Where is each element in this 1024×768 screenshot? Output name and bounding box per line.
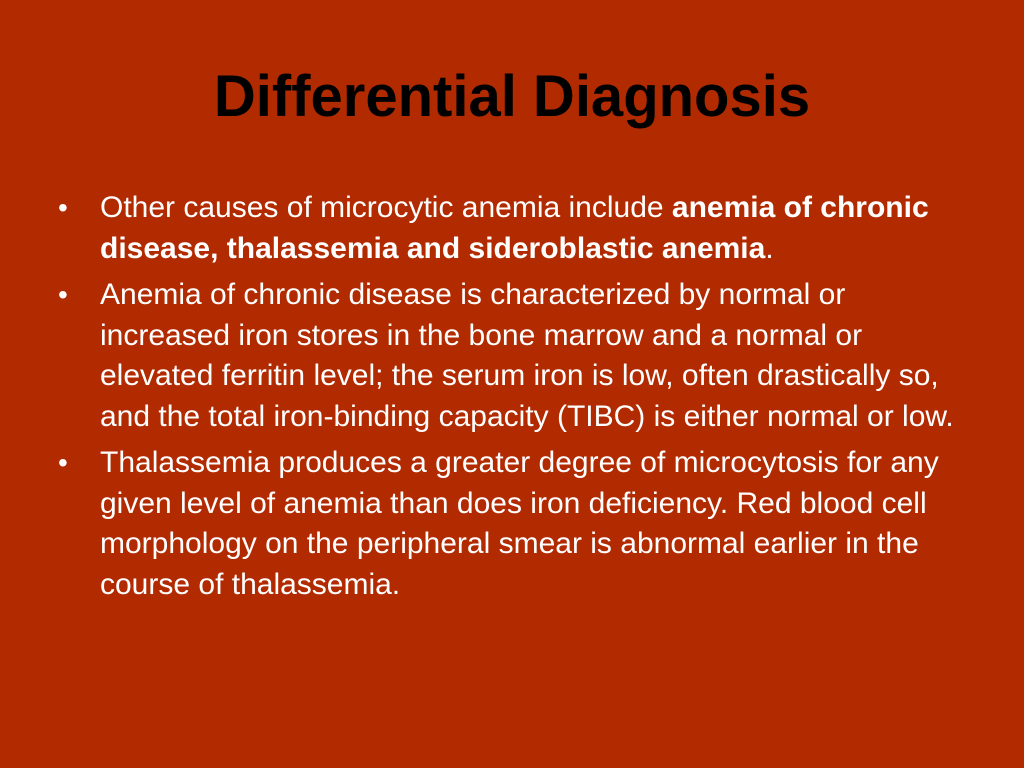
bullet-text: Anemia of chronic disease is characterized by normal or increased iron stores in the bone marrow and a normal or elevated ferritin level; the serum iron is low, often drastically so, and the total iron-binding capacity (TIBC) is either normal or low. [100,278,954,433]
bullet-text: Thalassemia produces a greater degree of microcytosis for any given level of anemia than does iron deficiency. Red blood cell morphology on the peripheral smear is abnormal earlier in the course of thalassemia. [100,446,939,601]
bullet-text-end: . [765,231,774,265]
bullet-text: Other causes of microcytic anemia include [100,191,672,224]
bullet-dot-icon: • [58,192,68,223]
slide-title: Differential Diagnosis [213,64,811,129]
bullet-bold-text: anemia of chronic disease, thalassemia and sideroblastic anemia [100,191,929,265]
bullet-list [58,188,958,611]
bullet-dot-icon: • [58,447,68,478]
bullet-item [58,443,958,605]
bullet-item [58,275,958,437]
bullet-dot-icon: • [58,279,68,310]
bullet-item [58,188,958,269]
